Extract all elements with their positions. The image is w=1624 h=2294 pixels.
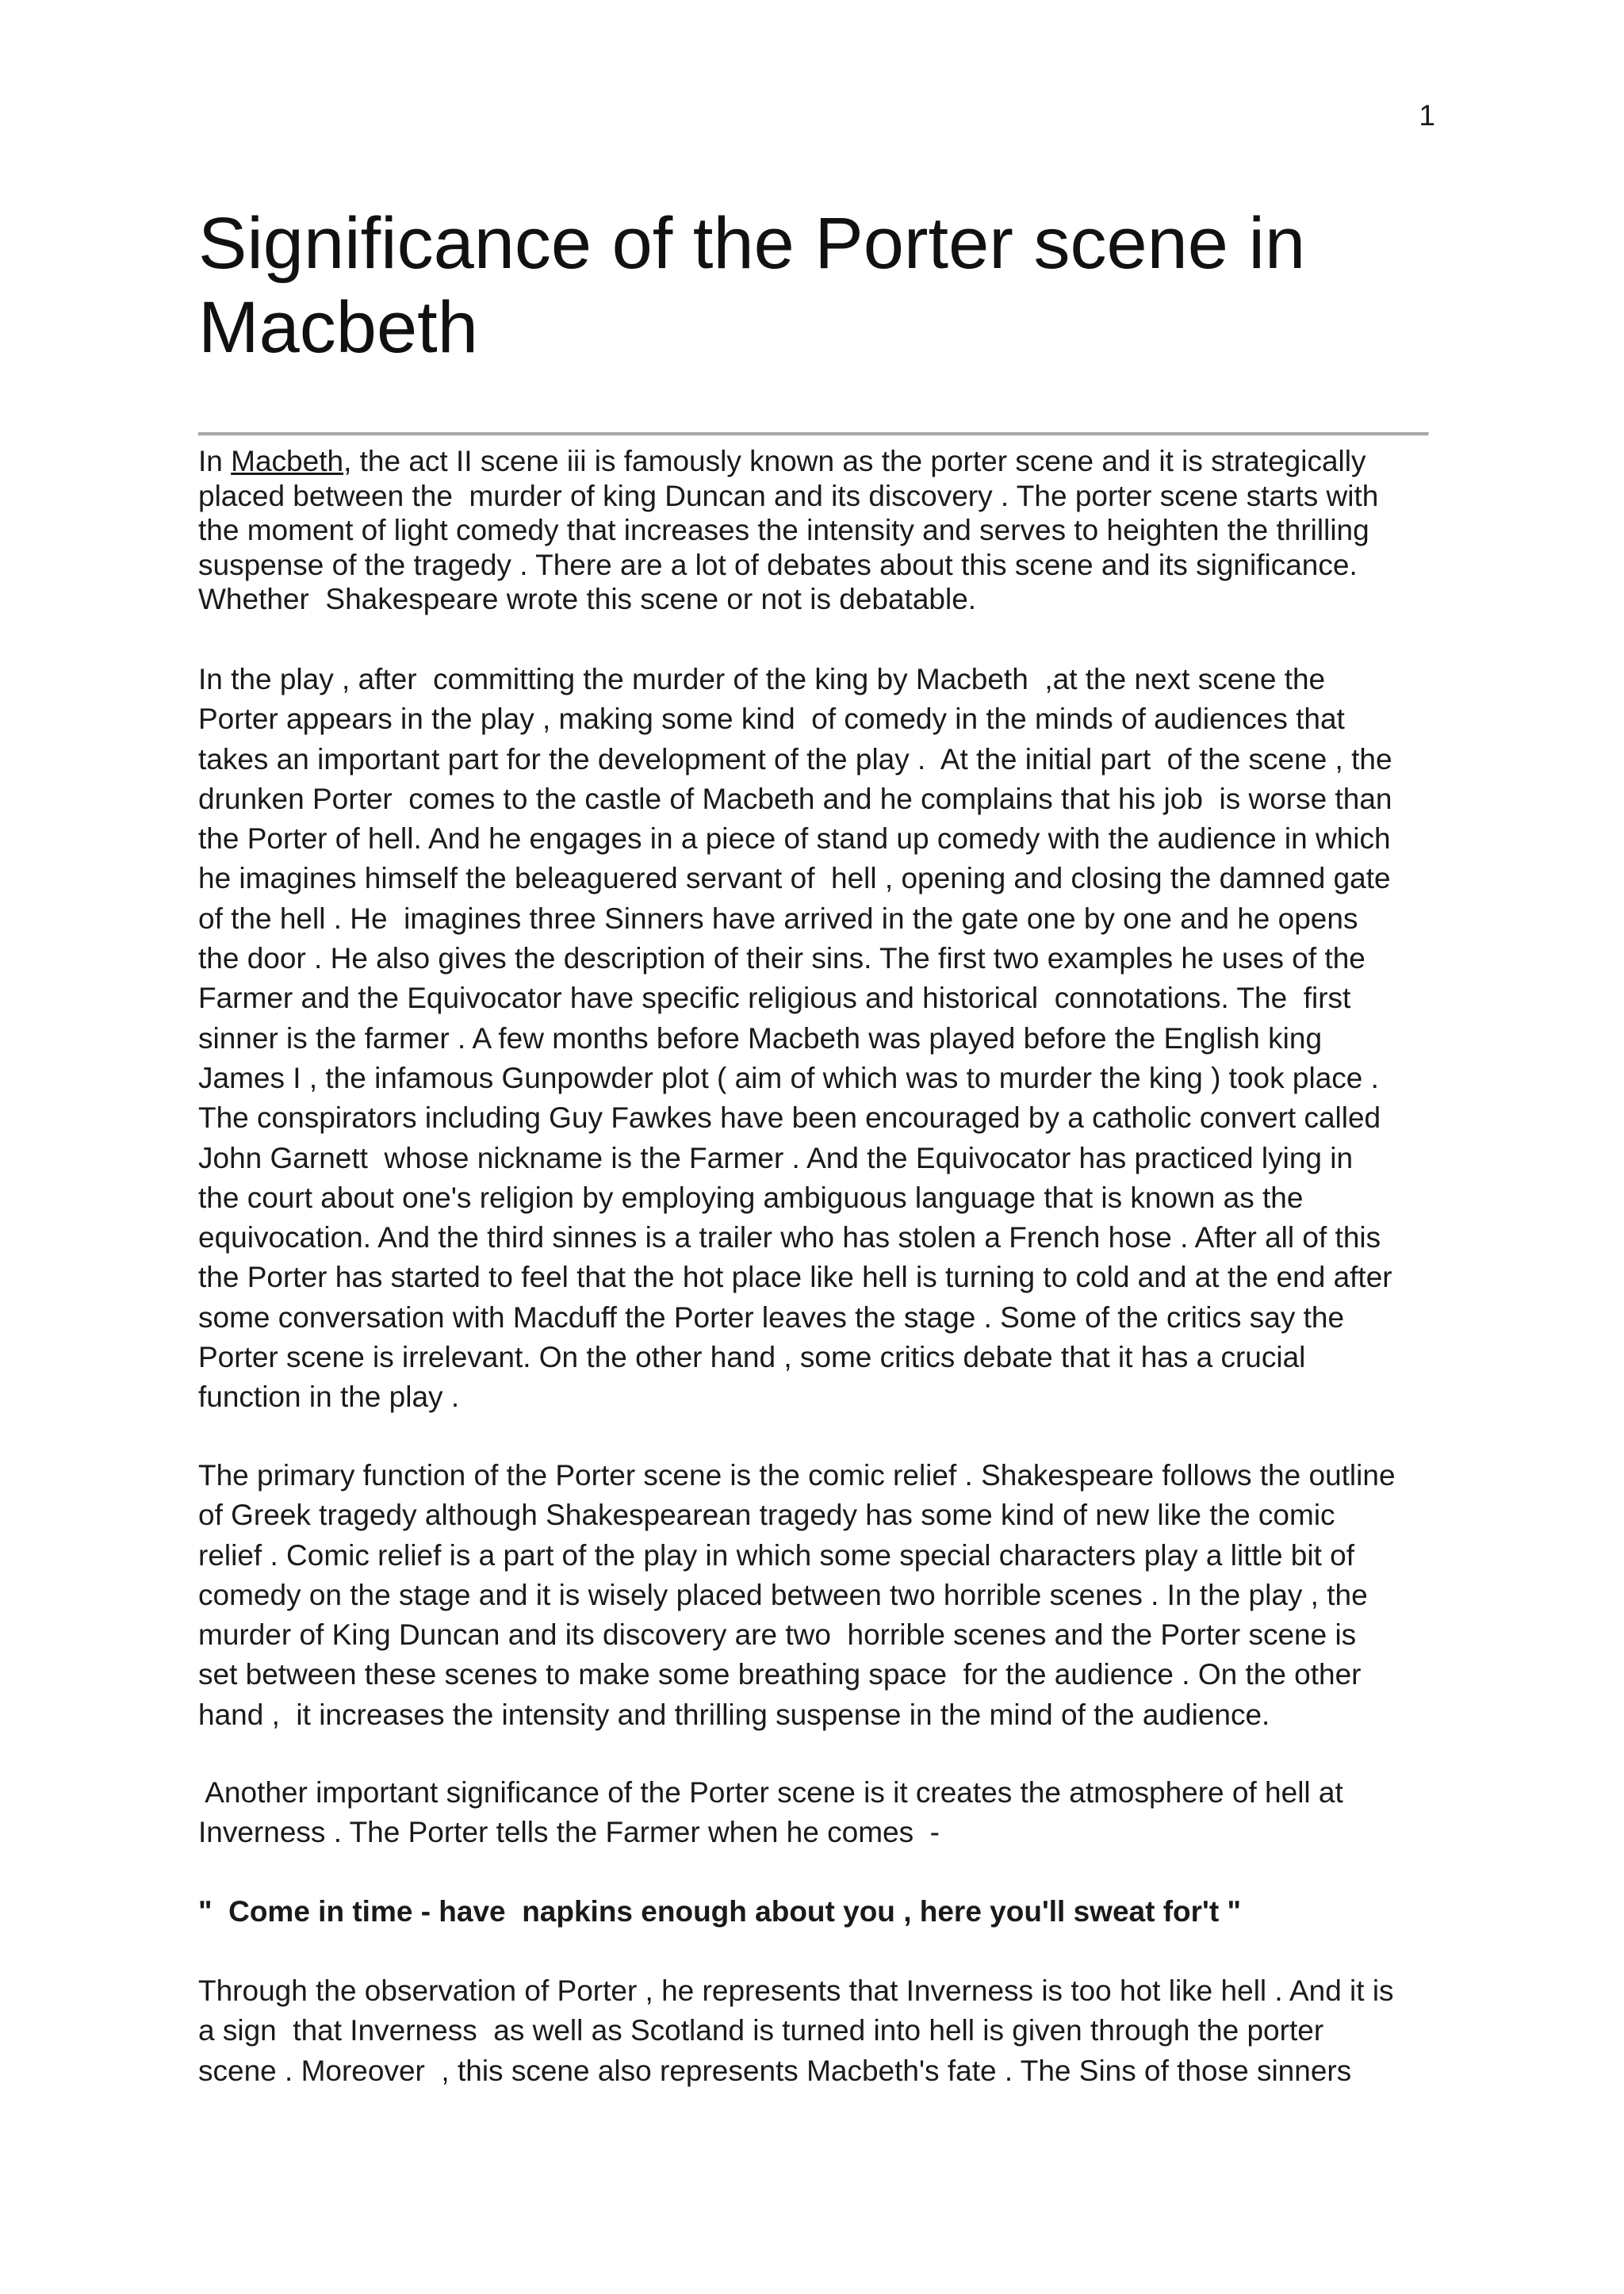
text-line: comedy on the stage and it is wisely placed between two horrible scenes . In the play , the (198, 1578, 1368, 1611)
text-line (198, 444, 1435, 479)
paragraph-atmosphere-of-hell (198, 1773, 1435, 1853)
text-line: the Porter has started to feel that the hot place like hell is turning to cold and at the end after (198, 1261, 1392, 1294)
text-line: the door . He also gives the description of their sins. The first two examples he uses of the (198, 942, 1365, 975)
text-line: hand , it increases the intensity and thrilling suspense in the mind of the audience. (198, 1698, 1270, 1731)
text-line: In the play , after committing the murder of the king by Macbeth ,at the next scene the (198, 663, 1326, 695)
text-line: Through the observation of Porter , he represents that Inverness is too hot like hell . And it is (198, 1974, 1394, 2007)
text-line: The primary function of the Porter scene is the comic relief . Shakespeare follows the outline (198, 1459, 1396, 1492)
text-line: the moment of light comedy that increases the intensity and serves to heighten the thrilling (198, 514, 1369, 546)
document-title (198, 201, 1427, 370)
text-line: Inverness . The Porter tells the Farmer when he comes - (198, 1816, 940, 1849)
paragraph-porter-summary (198, 660, 1435, 1418)
title-divider (198, 432, 1429, 436)
text-line: suspense of the tragedy . There are a lot of debates about this scene and its significance. (198, 548, 1358, 581)
text-line: the Porter of hell. And he engages in a piece of stand up comedy with the audience in which (198, 822, 1391, 856)
text-line: takes an important part for the development of the play . At the initial part of the scene , the (198, 742, 1392, 776)
text-line: Porter appears in the play , making some kind of comedy in the minds of audiences that (198, 703, 1345, 736)
paragraph-inverness-hell (198, 1971, 1435, 2091)
macbeth-link[interactable]: Macbeth (231, 445, 344, 477)
paragraph-comic-relief (198, 1456, 1435, 1735)
text-line: Whether Shakespeare wrote this scene or not is debatable. (198, 583, 977, 615)
text-line: John Garnett whose nickname is the Farmer . And the Equivocator has practiced lying in (198, 1141, 1354, 1174)
text-line: The conspirators including Guy Fawkes have been encouraged by a catholic convert called (198, 1101, 1381, 1135)
text-line: a sign that Inverness as well as Scotland is turned into hell is given through the porter (198, 2014, 1324, 2047)
text-line: placed between the murder of king Duncan and its discovery . The porter scene starts with (198, 479, 1379, 512)
text-line: sinner is the farmer . A few months before Macbeth was played before the English king (198, 1021, 1323, 1055)
text-line: of Greek tragedy although Shakespearean tragedy has some kind of new like the comic (198, 1499, 1335, 1532)
intro-first-line-rest: , the act II scene iii is famously known as the porter scene and it is strategically (343, 445, 1366, 477)
intro-prefix: In (198, 445, 232, 477)
text-line: scene . Moreover , this scene also represents Macbeth's fate . The Sins of those sinners (198, 2054, 1352, 2087)
title-line: Macbeth (198, 287, 478, 368)
title-line: Significance of the Porter scene in (198, 203, 1306, 284)
text-line: murder of King Duncan and its discovery are two horrible scenes and the Porter scene is (198, 1618, 1357, 1652)
page-number: 1 (1419, 99, 1435, 132)
quote-line: " Come in time - have napkins enough about you , here you'll sweat for't " (198, 1895, 1241, 1928)
text-line: Farmer and the Equivocator have specific religious and historical connotations. The first (198, 982, 1351, 1015)
text-line: function in the play . (198, 1381, 460, 1414)
text-line: relief . Comic relief is a part of the play in which some special characters play a little bit of (198, 1538, 1355, 1572)
text-line: set between these scenes to make some breathing space for the audience . On the other (198, 1658, 1362, 1691)
text-line: some conversation with Macduff the Porter leaves the stage . Some of the critics say the (198, 1300, 1345, 1334)
text-line: Porter scene is irrelevant. On the other hand , some critics debate that it has a crucial (198, 1341, 1306, 1374)
intro-paragraph (198, 444, 1435, 617)
text-line: he imagines himself the beleaguered servant of hell , opening and closing the damned gate (198, 862, 1391, 895)
text-line: of the hell . He imagines three Sinners have arrived in the gate one by one and he opens (198, 902, 1358, 935)
porter-quote (198, 1892, 1435, 1932)
text-line: equivocation. And the third sinnes is a trailer who has stolen a French hose . After all of this (198, 1221, 1381, 1254)
text-line: Another important significance of the Porter scene is it creates the atmosphere of hell at (198, 1776, 1343, 1809)
text-line: James I , the infamous Gunpowder plot ( aim of which was to murder the king ) took place . (198, 1061, 1379, 1094)
text-line: drunken Porter comes to the castle of Macbeth and he complains that his job is worse than (198, 782, 1392, 815)
text-line: the court about one's religion by employing ambiguous language that is known as the (198, 1181, 1304, 1214)
